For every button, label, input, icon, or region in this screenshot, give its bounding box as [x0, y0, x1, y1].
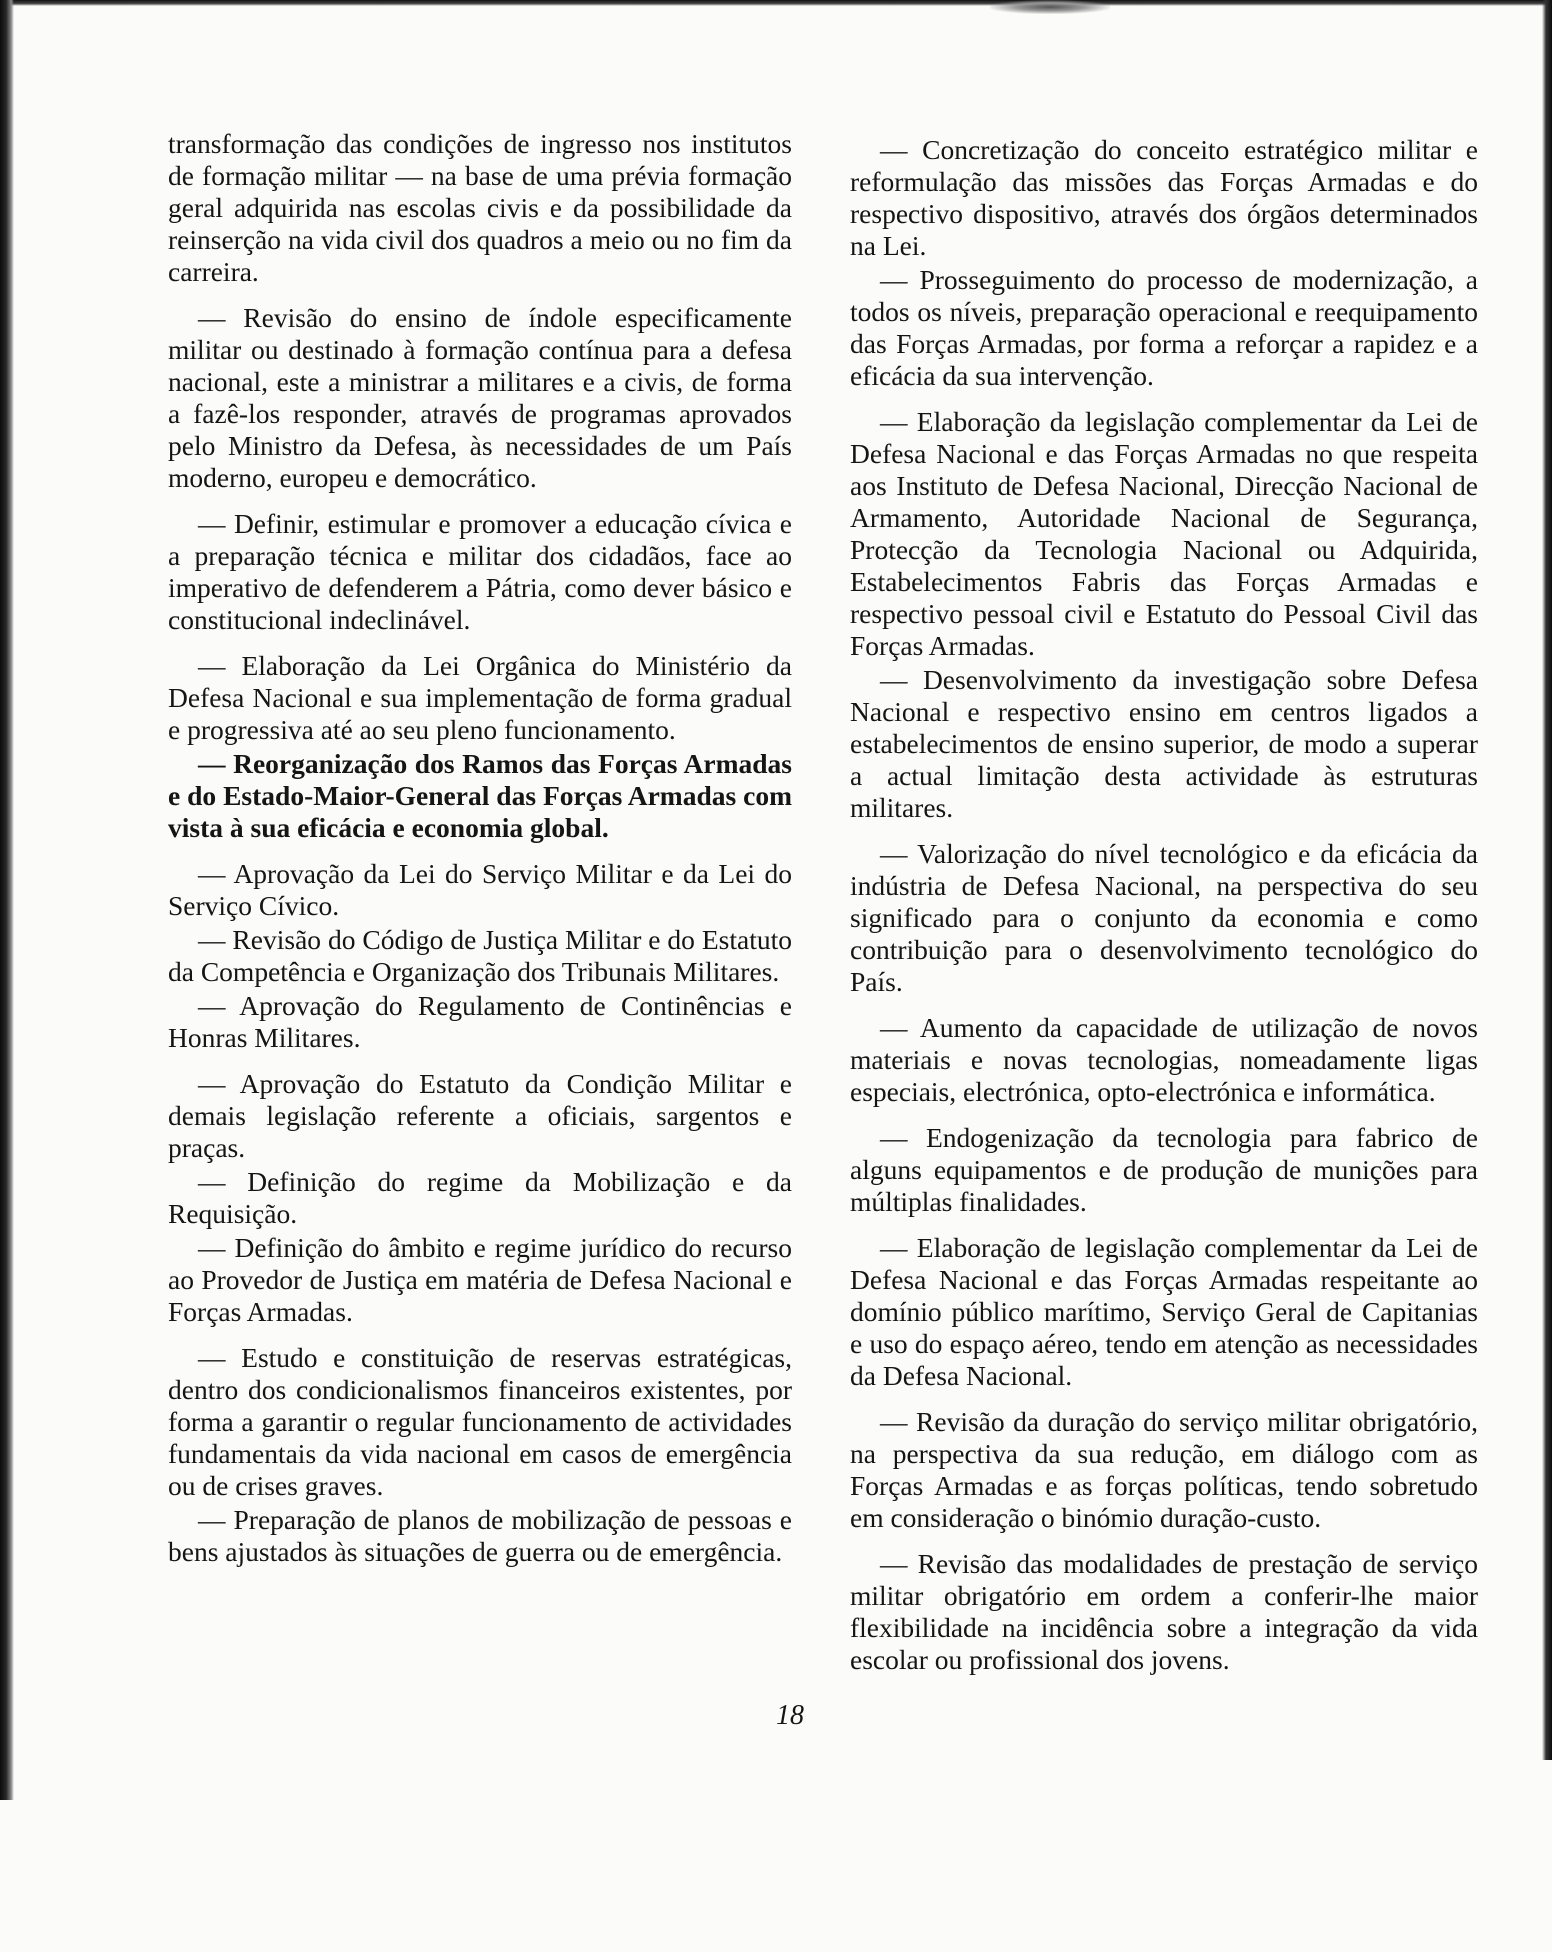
page-number: 18	[776, 1700, 804, 1731]
paragraph: — Revisão do ensino de índole especificamente militar ou destinado à formação contínua para a defesa nacional, este a ministrar a militares e a civis, de forma a fazê-los responder, através de programas aprovados pelo Ministro da Defesa, às necessidades de um País moderno, europeu e democrático.	[168, 302, 792, 493]
scan-smudge	[990, 0, 1110, 14]
scan-edge-right	[1542, 0, 1552, 1760]
paragraph: — Definição do regime da Mobilização e da Requisição.	[168, 1166, 792, 1229]
paragraph: — Estudo e constituição de reservas estratégicas, dentro dos condicionalismos financeiros existentes, por forma a garantir o regular funcionamento de actividades fundamentais da vida nacional em casos de emergência ou de crises graves.	[168, 1342, 792, 1501]
paragraph: — Prosseguimento do processo de modernização, a todos os níveis, preparação operacional e reequipamento das Forças Armadas, por forma a reforçar a rapidez e a eficácia da sua intervenção.	[850, 264, 1478, 391]
scan-edge-top	[0, 0, 1552, 6]
paragraph: — Reorganização dos Ramos das Forças Armadas e do Estado-Maior-General das Forças Armadas com vista à sua eficácia e economia global.	[168, 748, 792, 843]
paragraph: — Elaboração da Lei Orgânica do Ministério da Defesa Nacional e sua implementação de forma gradual e progressiva até ao seu pleno funcionamento.	[168, 650, 792, 745]
paragraph: — Elaboração de legislação complementar da Lei de Defesa Nacional e das Forças Armadas respeitante ao domínio público marítimo, Serviço Geral de Capitanias e uso do espaço aéreo, tendo em atenção as necessidades da Defesa Nacional.	[850, 1232, 1478, 1391]
right-column	[850, 134, 1478, 1690]
paragraph: — Elaboração da legislação complementar da Lei de Defesa Nacional e das Forças Armadas no que respeita aos Instituto de Defesa Nacional, Direcção Nacional de Armamento, Autoridade Nacional de Segurança, Protecção da Tecnologia Nacional ou Adquirida, Estabelecimentos Fabris das Forças Armadas e respectivo pessoal civil e Estatuto do Pessoal Civil das Forças Armadas.	[850, 406, 1478, 661]
paragraph: — Revisão da duração do serviço militar obrigatório, na perspectiva da sua redução, em diálogo com as Forças Armadas e as forças políticas, tendo sobretudo em consideração o binómio duração-custo.	[850, 1406, 1478, 1533]
paragraph: transformação das condições de ingresso nos institutos de formação militar — na base de uma prévia formação geral adquirida nas escolas civis e da possibilidade da reinserção na vida civil dos quadros a meio ou no fim da carreira.	[168, 128, 792, 287]
paragraph: — Definir, estimular e promover a educação cívica e a preparação técnica e militar dos cidadãos, face ao imperativo de defenderem a Pátria, como dever básico e constitucional indeclinável.	[168, 508, 792, 635]
paragraph: — Valorização do nível tecnológico e da eficácia da indústria de Defesa Nacional, na perspectiva do seu significado para o conjunto da economia e como contribuição para o desenvolvimento tecnológico do País.	[850, 838, 1478, 997]
paragraph: — Concretização do conceito estratégico militar e reformulação das missões das Forças Armadas e do respectivo dispositivo, através dos órgãos determinados na Lei.	[850, 134, 1478, 261]
paragraph: — Revisão das modalidades de prestação de serviço militar obrigatório em ordem a conferir-lhe maior flexibilidade na incidência sobre a integração da vida escolar ou profissional dos jovens.	[850, 1548, 1478, 1675]
left-column	[168, 128, 792, 1582]
scan-edge-left	[0, 0, 14, 1800]
paragraph: — Revisão do Código de Justiça Militar e do Estatuto da Competência e Organização dos Tribunais Militares.	[168, 924, 792, 987]
paragraph: — Desenvolvimento da investigação sobre Defesa Nacional e respectivo ensino em centros ligados a estabelecimentos de ensino superior, de modo a superar a actual limitação desta actividade às estruturas militares.	[850, 664, 1478, 823]
paragraph: — Preparação de planos de mobilização de pessoas e bens ajustados às situações de guerra ou de emergência.	[168, 1504, 792, 1567]
paragraph: — Definição do âmbito e regime jurídico do recurso ao Provedor de Justiça em matéria de Defesa Nacional e Forças Armadas.	[168, 1232, 792, 1327]
paragraph: — Aprovação do Estatuto da Condição Militar e demais legislação referente a oficiais, sargentos e praças.	[168, 1068, 792, 1163]
paragraph: — Aprovação da Lei do Serviço Militar e da Lei do Serviço Cívico.	[168, 858, 792, 921]
paragraph: — Endogenização da tecnologia para fabrico de alguns equipamentos e de produção de munições para múltiplas finalidades.	[850, 1122, 1478, 1217]
paragraph: — Aumento da capacidade de utilização de novos materiais e novas tecnologias, nomeadamente ligas especiais, electrónica, opto-electrónica e informática.	[850, 1012, 1478, 1107]
paragraph: — Aprovação do Regulamento de Continências e Honras Militares.	[168, 990, 792, 1053]
